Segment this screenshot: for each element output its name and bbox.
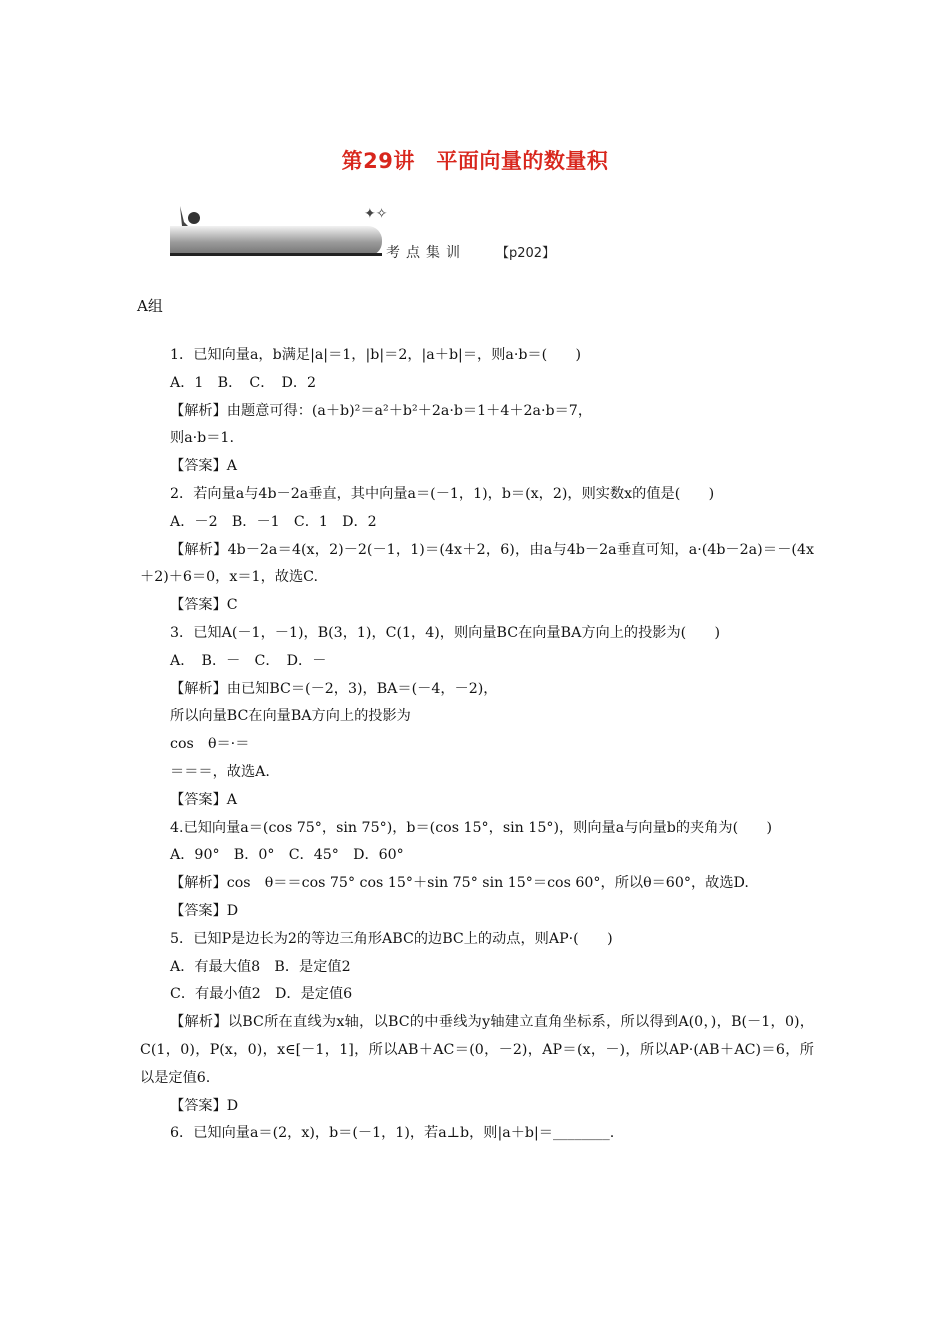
options-2: A．－2 B．－1 C．1 D．2 (170, 513, 377, 530)
question-2: 2．若向量a与4b－2a垂直，其中向量a＝(－1，1)，b＝(x，2)，则实数x的值是( ) (170, 485, 715, 502)
analysis-5: 【解析】以BC所在直线为x轴，以BC的中垂线为y轴建立直角坐标系，所以得到A(0，)，B(－1，0)，C(1，0)，P(x，0)，x∈[－1，1]，所以AB＋AC＝(0，－2)，AP＝(x，－)，所以AP·(AB＋AC)＝6，所以是定值6. (140, 1014, 814, 1086)
analysis-4: 【解析】cos θ＝＝cos 75° cos 15°＋sin 75° sin 15°＝cos 60°，所以θ＝60°，故选D. (170, 875, 749, 892)
options-4: A．90° B．0° C．45° D．60° (170, 847, 404, 864)
options-3: A． B．－ C． D．－ (170, 652, 327, 669)
sparkle-icon: ✦✧ (364, 206, 388, 222)
question-5: 5．已知P是边长为2的等边三角形ABC的边BC上的动点，则AP·( ) (170, 930, 613, 947)
answer-3: 【答案】A (170, 791, 237, 808)
analysis-1: 【解析】由题意可得：(a＋b)²＝a²＋b²＋2a·b＝1＋4＋2a·b＝7， (170, 402, 593, 419)
page-title: 第29讲 平面向量的数量积 (341, 149, 609, 173)
answer-5: 【答案】D (170, 1097, 239, 1114)
page-reference: 【p202】 (496, 246, 556, 261)
section-banner (170, 204, 590, 264)
answer-2: 【答案】C (170, 597, 238, 614)
analysis-3-formula: cos θ＝·＝ (170, 736, 250, 753)
options-5a: A．有最大值8 B．是定值2 (170, 958, 351, 975)
analysis-3: 【解析】由已知BC＝(－2，3)，BA＝(－4，－2)， (170, 680, 498, 697)
analysis-2: 【解析】4b－2a＝4(x，2)－2(－1，1)＝(4x＋2，6)，由a与4b－2a垂直可知，a·(4b－2a)＝－(4x＋2)＋6＝0，x＝1，故选C. (140, 541, 814, 586)
analysis-1-cont: 则a·b＝1. (170, 430, 234, 447)
analysis-3-cont: 所以向量BC在向量BA方向上的投影为 (170, 708, 411, 725)
options-1: A．1 B． C． D．2 (170, 374, 317, 391)
group-label: A组 (137, 297, 163, 315)
banner-bar (170, 226, 382, 256)
question-4: 4.已知向量a＝(cos 75°，sin 75°)，b＝(cos 15°，sin 15°)，则向量a与向量b的夹角为( ) (170, 819, 773, 836)
answer-1: 【答案】A (170, 458, 237, 475)
banner-label: 考点集训 (386, 245, 466, 261)
exercise-content (140, 342, 814, 1148)
analysis-3-result: ＝＝＝，故选A. (170, 763, 270, 780)
question-6: 6．已知向量a＝(2，x)，b＝(－1，1)，若a⊥b，则|a＋b|＝________. (170, 1125, 615, 1142)
answer-4: 【答案】D (170, 902, 239, 919)
banner-underline (170, 253, 382, 256)
question-3: 3．已知A(－1，－1)，B(3，1)，C(1，4)，则向量BC在向量BA方向上的投影为( ) (170, 624, 721, 641)
question-1: 1．已知向量a，b满足|a|＝1，|b|＝2，|a＋b|＝，则a·b＝( ) (170, 347, 582, 363)
options-5b: C．有最小值2 D．是定值6 (170, 986, 353, 1003)
